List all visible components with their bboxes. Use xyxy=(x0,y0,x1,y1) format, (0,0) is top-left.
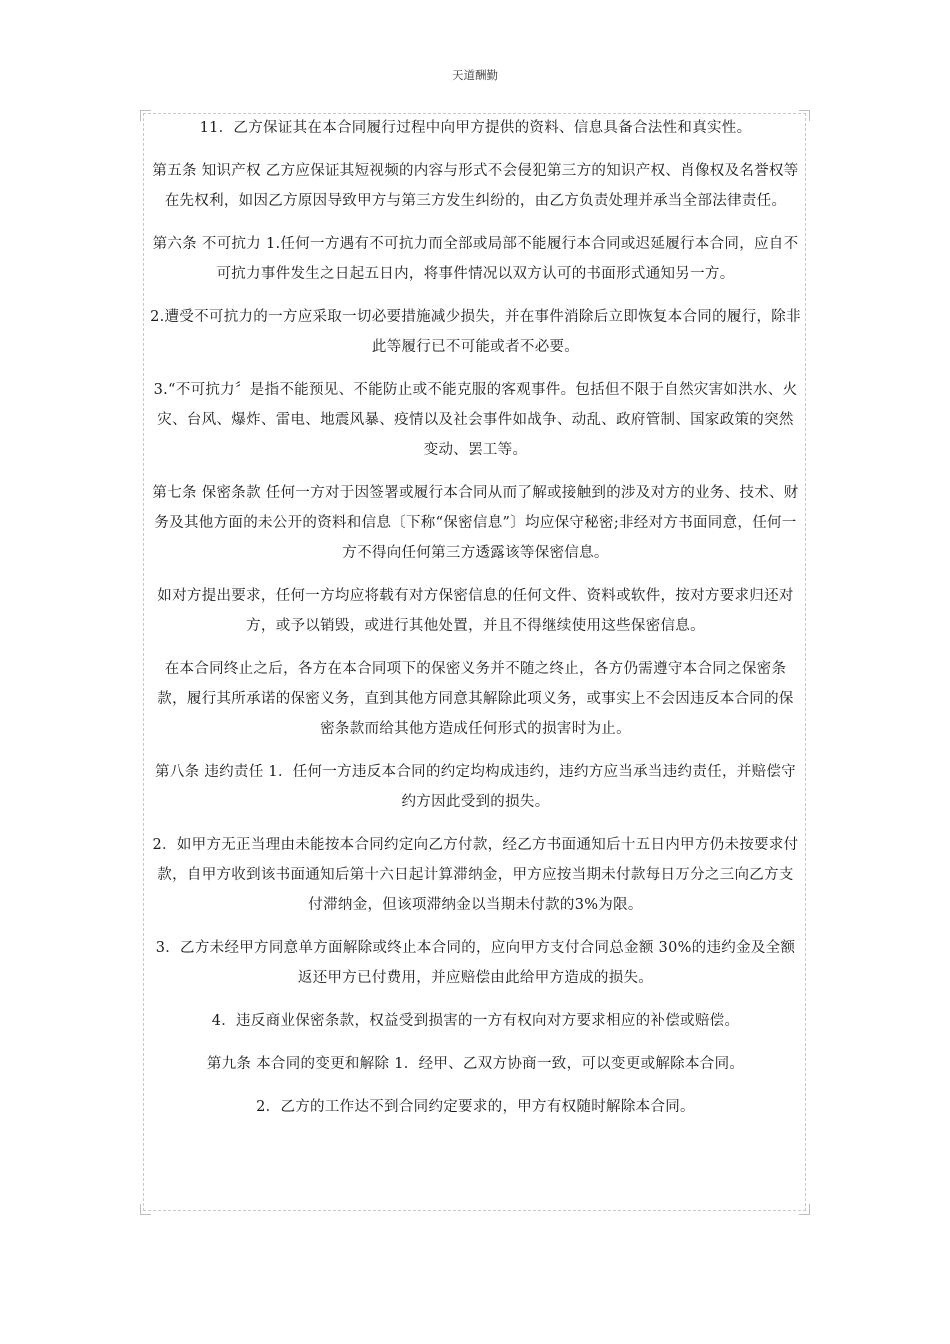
article-9-modification-2: 2．乙方的工作达不到合同约定要求的，甲方有权随时解除本合同。 xyxy=(256,1099,695,1115)
document-body xyxy=(150,113,801,1135)
article-9-modification-1: 第九条 本合同的变更和解除 1．经甲、乙双方协商一致，可以变更或解除本合同。 xyxy=(206,1056,745,1072)
clause-11-warranty: 11．乙方保证其在本合同履行过程中向甲方提供的资料、信息具备合法性和真实性。 xyxy=(199,120,752,136)
article-8-liability-1: 第八条 违约责任 1．任何一方违反本合同的约定均构成违约，违约方应当承当违约责任，并赔偿守约方因此受到的损失。 xyxy=(155,764,796,810)
article-7-confidentiality-2: 如对方提出要求，任何一方均应将载有对方保密信息的任何文件、资料或软件，按对方要求归还对方，或予以销毁，或进行其他处置，并且不得继续使用这些保密信息。 xyxy=(157,588,794,634)
article-7-confidentiality-1: 第七条 保密条款 任何一方对于因签署或履行本合同从而了解或接触到的涉及对方的业务、技术、财务及其他方面的未公开的资料和信息〔下称“保密信息”〕均应保守秘密;非经对方书面同意，任何一方不得向任何第三方透露该等保密信息。 xyxy=(152,485,799,561)
article-6-force-majeure-1: 第六条 不可抗力 1.任何一方遇有不可抗力而全部或局部不能履行本合同或迟延履行本合同，应自不可抗力事件发生之日起五日内，将事件情况以双方认可的书面形式通知另一方。 xyxy=(152,236,799,282)
page-header-title: 天道酬勤 xyxy=(452,68,498,82)
article-8-liability-3: 3．乙方未经甲方同意单方面解除或终止本合同的，应向甲方支付合同总金额 30%的违约金及全额返还甲方已付费用，并应赔偿由此给甲方造成的损失。 xyxy=(155,940,796,986)
corner-mark-bottom-right xyxy=(799,1204,810,1215)
corner-mark-bottom-left xyxy=(140,1204,151,1215)
article-8-liability-2: 2．如甲方无正当理由未能按本合同约定向乙方付款，经乙方书面通知后十五日内甲方仍未按要求付款，自甲方收到该书面通知后第十六日起计算滞纳金，甲方应按当期未付款每日万分之三向乙方支付滞纳金，但该项滞纳金以当期未付款的3%为限。 xyxy=(152,837,799,913)
article-6-force-majeure-3: 3.“不可抗力〞是指不能预见、不能防止或不能克服的客观事件。包括但不限于自然灾害如洪水、火灾、台风、爆炸、雷电、地震风暴、疫情以及社会事件如战争、动乱、政府管制、国家政策的突然变动、罢工等。 xyxy=(153,382,798,458)
article-5-intellectual-property: 第五条 知识产权 乙方应保证其短视频的内容与形式不会侵犯第三方的知识产权、肖像权及名誉权等在先权利，如因乙方原因导致甲方与第三方发生纠纷的，由乙方负责处理并承当全部法律责任。 xyxy=(152,163,799,209)
article-6-force-majeure-2: 2.遭受不可抗力的一方应采取一切必要措施减少损失，并在事件消除后立即恢复本合同的履行，除非此等履行已不可能或者不必要。 xyxy=(150,309,801,355)
article-7-confidentiality-3: 在本合同终止之后，各方在本合同项下的保密义务并不随之终止，各方仍需遵守本合同之保密条款，履行其所承诺的保密义务，直到其他方同意其解除此项义务，或事实上不会因违反本合同的保密条款而给其他方造成任何形式的损害时为止。 xyxy=(157,661,794,737)
article-8-liability-4: 4．违反商业保密条款，权益受到损害的一方有权向对方要求相应的补偿或赔偿。 xyxy=(211,1013,740,1029)
